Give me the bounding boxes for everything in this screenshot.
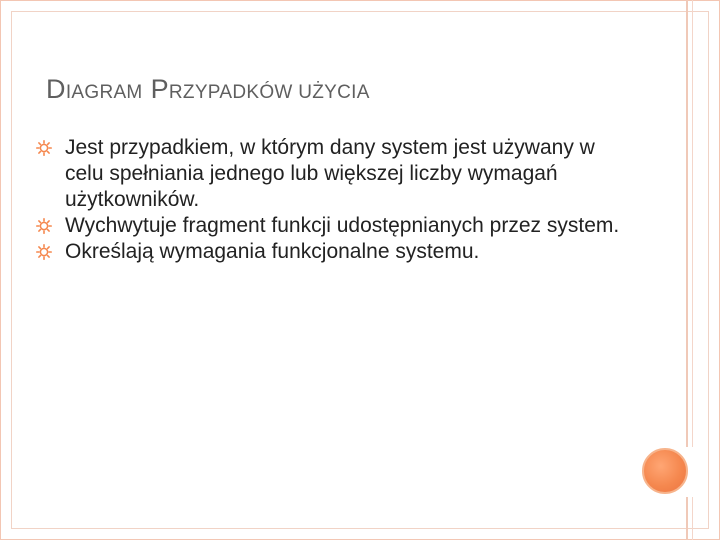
sun-icon [36, 218, 52, 234]
bullet-item [36, 239, 636, 265]
page-title [46, 74, 370, 105]
decorative-rail-right-bottom [692, 497, 693, 540]
bullet-text: Wychwytuje fragment funkcji udostępnianych przez system. [65, 214, 620, 237]
sun-icon [36, 244, 52, 260]
title-initial-2: P [150, 74, 169, 104]
decorative-orange-circle [642, 448, 688, 494]
decorative-rail-right [692, 0, 693, 447]
decorative-rail-left-bottom [686, 497, 688, 540]
bullet-text: Jest przypadkiem, w którym dany system jest używany w celu spełniania jednego lub większej liczby wymagań użytkowników. [65, 136, 595, 211]
bullet-list [36, 135, 636, 265]
bullet-item [36, 213, 636, 239]
title-rest-1: IAGRAM [65, 82, 143, 103]
title-rest-2: RZYPADKÓW UŻYCIA [168, 82, 370, 103]
bullet-item [36, 135, 636, 213]
bullet-text: Określają wymagania funkcjonalne systemu. [65, 240, 480, 263]
title-initial-1: D [46, 74, 66, 104]
decorative-rail-left [686, 0, 688, 447]
sun-icon [36, 140, 52, 156]
